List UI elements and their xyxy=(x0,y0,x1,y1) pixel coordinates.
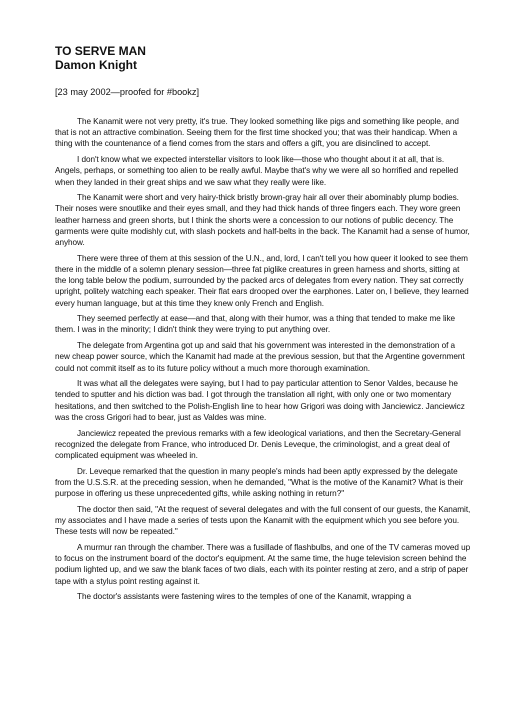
proofing-note: [23 may 2002—proofed for #bookz] xyxy=(55,87,200,97)
paragraph: There were three of them at this session of the U.N., and, lord, I can't tell you how queer it looked to see them there in the middle of a solemn plenary session—three fat piglike creatures in green harness and shorts, sitting at the long table below the podium, surrounded by the packed arcs of delegates from every nation. They sat correctly upright, politely watching each speaker. Their flat ears drooped over the earphones. Later on, I believe, they learned every human language, but at this time they knew only French and English. xyxy=(55,253,469,308)
paragraph: A murmur ran through the chamber. There was a fusillade of flashbulbs, and one of the TV cameras moved up to focus on the instrument board of the doctor's equipment. At the same time, the huge television screen behind the podium lighted up, and we saw the blank faces of two dials, each with its pointer resting at zero, and a strip of paper tape with a stylus point resting against it. xyxy=(55,542,471,586)
paragraph: Janciewicz repeated the previous remarks with a few ideological variations, and then the Secretary-General recognized the delegate from France, who introduced Dr. Denis Leveque, the criminologist, and a great deal of complicated equipment was wheeled in. xyxy=(55,428,461,460)
story-author: Damon Knight xyxy=(55,58,137,72)
paragraph: I don't know what we expected interstellar visitors to look like—those who thought about it at all, that is. Angels, perhaps, or something too alien to be really awful. Maybe that's why we were all so horrified and repelled when they landed in their great ships and we saw what they really were like. xyxy=(55,155,459,187)
paragraph: The delegate from Argentina got up and said that his government was interested in the demonstration of a new cheap power source, which the Kanamit had made at the previous session, but that the Argentine government could not commit itself as to its future policy without a much more thorough examination. xyxy=(55,341,465,373)
paragraph: The doctor then said, "At the request of several delegates and with the full consent of our guests, the Kanamit, my associates and I have made a series of tests upon the Kanamit with the equipment which you see before you. These tests will now be repeated." xyxy=(55,504,471,537)
paragraph: It was what all the delegates were saying, but I had to pay particular attention to Senor Valdes, because he tended to sputter and his diction was bad. I got through the translation all right, with only one or two momentary hesitations, and then switched to the Polish-English line to hear how Grigori was doing with Janciewicz. Janciewicz was the cross Grigori had to bear, just as Valdes was mine. xyxy=(55,379,465,422)
story-title: TO SERVE MAN xyxy=(55,44,146,58)
story-body xyxy=(55,116,472,602)
paragraph: The doctor's assistants were fastening wires to the temples of one of the Kanamit, wrapping a xyxy=(77,592,412,602)
paragraph: The Kanamit were not very pretty, it's true. They looked something like pigs and something like people, and that is not an attractive combination. Seeing them for the first time shocked you; that was their handicap. When a thing with the countenance of a fiend comes from the stars and offers a gift, you are disinclined to accept. xyxy=(55,117,459,149)
paragraph: They seemed perfectly at ease—and that, along with their humor, was a thing that tended to make me like them. I was in the minority; I didn't think they were trying to put anything over. xyxy=(55,314,456,335)
paragraph: The Kanamit were short and very hairy-thick bristly brown-gray hair all over their abominably plump bodies. Their noses were snoutlike and their eyes small, and they had thick hands of three fingers each. They wore green leather harness and green shorts, but I think the shorts were a concession to our notions of public decency. The garments were quite modishly cut, with slash pockets and half-belts in the back. The Kanamit had a sense of humor, anyhow. xyxy=(55,193,470,248)
paragraph: Dr. Leveque remarked that the question in many people's minds had been aptly expressed by the delegate from the U.S.S.R. at the preceding session, when he demanded, "What is the motive of the Kanamit? What is their purpose in offering us these unprecedented gifts, while asking nothing in return?" xyxy=(55,466,464,499)
